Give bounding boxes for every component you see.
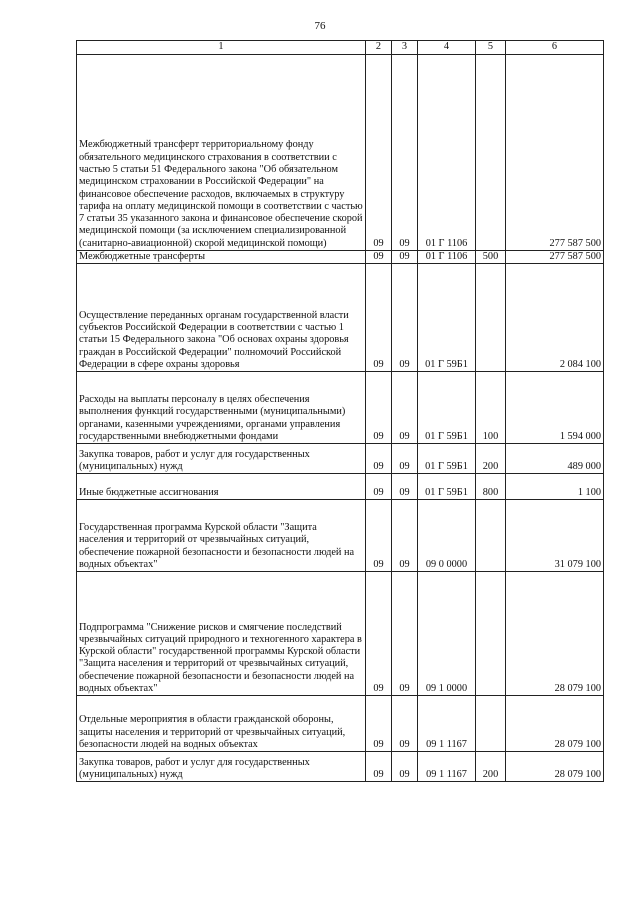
row-subsection: 09 [392, 572, 418, 696]
row-expense-type [476, 696, 506, 752]
row-name: Расходы на выплаты персоналу в целях обеспечения выполнения функций государственными (муниципальными) органами, казенными учреждениями, органами управления государственными внебюджетными фондами [77, 372, 366, 444]
row-subsection: 09 [392, 500, 418, 572]
row-target: 01 Г 1106 [418, 55, 476, 251]
table-row [77, 696, 604, 752]
row-subsection: 09 [392, 264, 418, 372]
row-name: Подпрограмма "Снижение рисков и смягчение последствий чрезвычайных ситуаций природного и техногенного характера в Курской области" государственной программы Курской области "Защита населения и территорий от чрезвычайных ситуаций, обеспечение пожарной безопасности и безопасности людей на водных объектах" [77, 572, 366, 696]
row-section: 09 [366, 752, 392, 782]
row-expense-type: 100 [476, 372, 506, 444]
row-section: 09 [366, 572, 392, 696]
row-amount: 1 594 000 [506, 372, 604, 444]
row-target: 09 1 1167 [418, 696, 476, 752]
row-amount: 31 079 100 [506, 500, 604, 572]
row-target: 01 Г 1106 [418, 251, 476, 264]
table-row [77, 444, 604, 474]
row-expense-type [476, 500, 506, 572]
row-expense-type [476, 55, 506, 251]
header-col-3: 3 [392, 41, 418, 55]
table-row [77, 251, 604, 264]
header-col-6: 6 [506, 41, 604, 55]
row-target: 09 1 0000 [418, 572, 476, 696]
row-section: 09 [366, 474, 392, 500]
row-section: 09 [366, 55, 392, 251]
row-section: 09 [366, 696, 392, 752]
page-number: 76 [314, 20, 326, 32]
header-col-5: 5 [476, 41, 506, 55]
row-amount: 28 079 100 [506, 572, 604, 696]
row-subsection: 09 [392, 696, 418, 752]
row-expense-type: 200 [476, 752, 506, 782]
row-expense-type: 500 [476, 251, 506, 264]
table-row [77, 474, 604, 500]
row-name: Государственная программа Курской области "Защита населения и территорий от чрезвычайных ситуаций, обеспечение пожарной безопасности и безопасности людей на водных объектах" [77, 500, 366, 572]
row-section: 09 [366, 500, 392, 572]
header-col-2: 2 [366, 41, 392, 55]
row-target: 09 0 0000 [418, 500, 476, 572]
row-name: Закупка товаров, работ и услуг для государственных (муниципальных) нужд [77, 752, 366, 782]
row-section: 09 [366, 444, 392, 474]
table-row [77, 264, 604, 372]
row-expense-type [476, 264, 506, 372]
header-col-4: 4 [418, 41, 476, 55]
row-amount: 489 000 [506, 444, 604, 474]
row-amount: 1 100 [506, 474, 604, 500]
table-row [77, 500, 604, 572]
row-target: 01 Г 59Б1 [418, 372, 476, 444]
row-name: Закупка товаров, работ и услуг для государственных (муниципальных) нужд [77, 444, 366, 474]
row-subsection: 09 [392, 444, 418, 474]
table-row [77, 752, 604, 782]
row-subsection: 09 [392, 55, 418, 251]
row-expense-type: 200 [476, 444, 506, 474]
table-row [77, 572, 604, 696]
row-amount: 277 587 500 [506, 55, 604, 251]
row-target: 01 Г 59Б1 [418, 264, 476, 372]
table-row [77, 372, 604, 444]
row-amount: 277 587 500 [506, 251, 604, 264]
header-row [77, 41, 604, 55]
row-amount: 28 079 100 [506, 696, 604, 752]
row-expense-type: 800 [476, 474, 506, 500]
row-subsection: 09 [392, 251, 418, 264]
row-section: 09 [366, 264, 392, 372]
row-name: Иные бюджетные ассигнования [77, 474, 366, 500]
row-amount: 2 084 100 [506, 264, 604, 372]
row-section: 09 [366, 372, 392, 444]
row-name: Межбюджетный трансферт территориальному фонду обязательного медицинского страхования в соответствии с частью 5 статьи 51 Федерального закона "Об обязательном медицинском страховании в Российской Федерации" на финансовое обеспечение расходов, включаемых в структуру тарифа на оплату медицинской помощи в соответствии с частью 7 статьи 35 указанного закона и финансовое обеспечение скорой медицинской помощи (за исключением специализированной (санитарно-авиационной) скорой медицинской помощи) [77, 55, 366, 251]
row-target: 01 Г 59Б1 [418, 444, 476, 474]
row-expense-type [476, 572, 506, 696]
row-amount: 28 079 100 [506, 752, 604, 782]
row-name: Отдельные мероприятия в области гражданской обороны, защиты населения и территорий от чрезвычайных ситуаций, безопасности людей на водных объектах [77, 696, 366, 752]
row-name: Межбюджетные трансферты [77, 251, 366, 264]
row-section: 09 [366, 251, 392, 264]
row-name: Осуществление переданных органам государственной власти субъектов Российской Федерации в соответствии с частью 1 статьи 15 Федерального закона "Об основах охраны здоровья граждан в Российской Федерации" полномочий Российской Федерации в сфере охраны здоровья [77, 264, 366, 372]
row-subsection: 09 [392, 474, 418, 500]
row-subsection: 09 [392, 372, 418, 444]
row-target: 01 Г 59Б1 [418, 474, 476, 500]
row-subsection: 09 [392, 752, 418, 782]
header-col-1: 1 [77, 41, 366, 55]
table-row [77, 55, 604, 251]
budget-table [76, 40, 604, 782]
row-target: 09 1 1167 [418, 752, 476, 782]
